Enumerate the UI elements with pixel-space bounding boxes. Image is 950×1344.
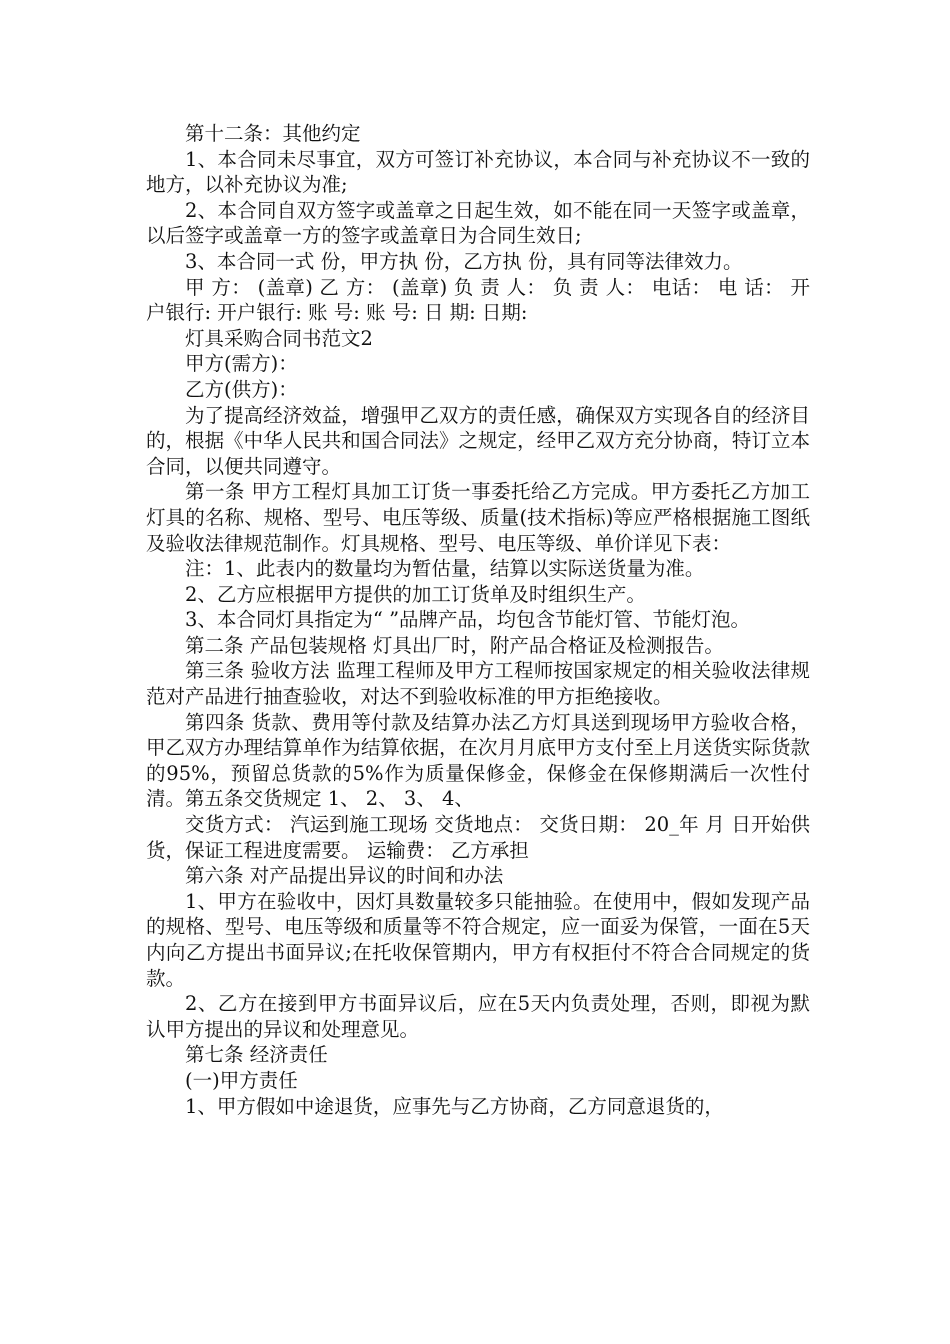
delivery-terms: 交货方式： 汽运到施工现场 交货地点： 交货日期： 20_年 月 日开始供货，保证工程进度需要。 运输费： 乙方承担 xyxy=(146,813,810,862)
article-6-item-1: 1、甲方在验收中，因灯具数量较多只能抽验。在使用中，假如发现产品的规格、型号、电压等级和质量等不符合规定，应一面妥为保管，一面在5天内向乙方提出书面异议;在托收保管期内，甲方有权拒付不符合合同规定的货款。 xyxy=(146,889,810,990)
article-1: 第一条 甲方工程灯具加工订货一事委托给乙方完成。甲方委托乙方加工灯具的名称、规格、型号、电压等级、质量(技术指标)等应严格根据施工图纸及验收法律规范制作。灯具规格、型号、电压等级、单价详见下表： xyxy=(146,480,810,555)
preamble: 为了提高经济效益，增强甲乙双方的责任感，确保双方实现各自的经济目的，根据《中华人民共和国合同法》之规定，经甲乙双方充分协商，特订立本合同，以便共同遵守。 xyxy=(146,403,810,478)
clause-12-item-1: 1、本合同未尽事宜，双方可签订补充协议，本合同与补充协议不一致的地方，以补充协议为准; xyxy=(146,147,810,197)
article-1-note: 注：1、此表内的数量均为暂估量，结算以实际送货量为准。 xyxy=(185,557,705,581)
party-a-liability-item-1: 1、甲方假如中途退货，应事先与乙方协商，乙方同意退货的， xyxy=(185,1094,724,1118)
clause-12-item-2: 2、本合同自双方签字或盖章之日起生效，如不能在同一天签字或盖章，以后签字或盖章一方的签字或盖章日为合同生效日; xyxy=(146,198,810,248)
clause-12-heading: 第十二条：其他约定 xyxy=(185,122,361,145)
party-b-line: 乙方(供方)： xyxy=(185,377,298,401)
sample-2-title: 灯具采购合同书范文2 xyxy=(185,326,373,350)
article-1-item-3: 3、本合同灯具指定为“ ”品牌产品，均包含节能灯管、节能灯泡。 xyxy=(185,608,751,632)
article-2: 第二条 产品包装规格 灯具出厂时，附产品合格证及检测报告。 xyxy=(185,633,724,657)
article-4-5: 第四条 货款、费用等付款及结算办法乙方灯具送到现场甲方验收合格，甲乙双方办理结算单作为结算依据，在次月月底甲方支付至上月送货实际货款的95%，预留总货款的5%作为质量保修金，保修金在保修期满后一次性付清。第五条交货规定 1、 2、 3、 4、 xyxy=(146,710,810,811)
party-a-liability-heading: (一)甲方责任 xyxy=(185,1068,298,1092)
clause-12-item-3: 3、本合同一式 份，甲方执 份，乙方执 份，具有同等法律效力。 xyxy=(185,249,743,273)
party-a-line: 甲方(需方)： xyxy=(185,352,298,376)
article-3: 第三条 验收方法 监理工程师及甲方工程师按国家规定的相关验收法律规范对产品进行抽查验收，对达不到验收标准的甲方拒绝接收。 xyxy=(146,659,810,709)
article-7-heading: 第七条 经济责任 xyxy=(185,1043,328,1067)
article-6-item-2: 2、乙方在接到甲方书面异议后，应在5天内负责处理，否则，即视为默认甲方提出的异议和处理意见。 xyxy=(146,992,810,1041)
signature-block: 甲 方： (盖章) 乙 方： (盖章) 负 责 人： 负 责 人： 电话： 电 话： 开户银行: 开户银行: 账 号: 账 号: 日 期: 日期: xyxy=(146,275,810,325)
article-1-item-2: 2、乙方应根据甲方提供的加工订货单及时组织生产。 xyxy=(185,582,646,606)
article-6-heading: 第六条 对产品提出异议的时间和办法 xyxy=(185,864,504,888)
